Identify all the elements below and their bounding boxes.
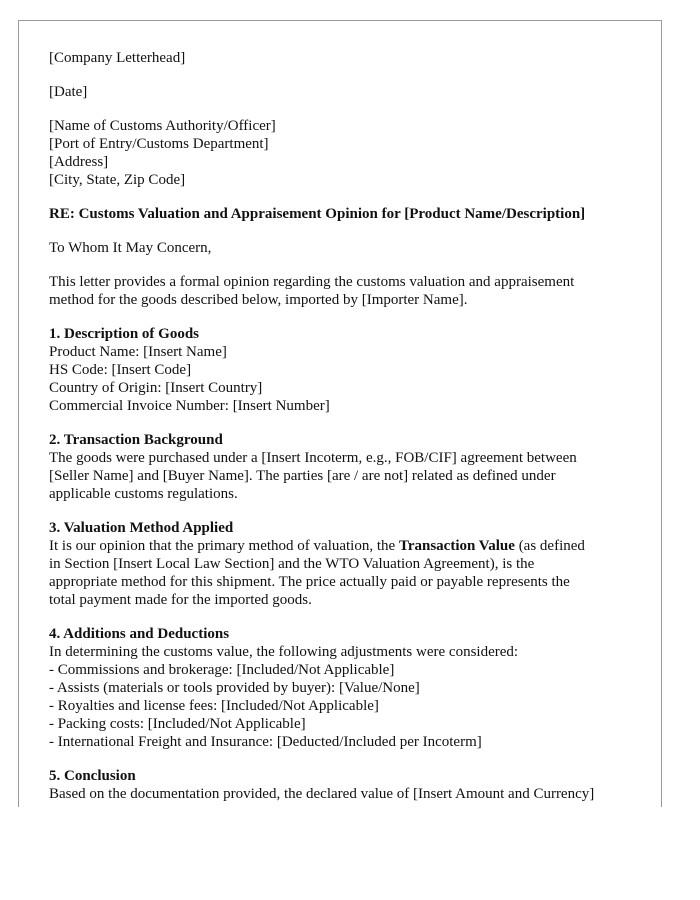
transaction-value-term: Transaction Value xyxy=(398,538,515,554)
adjustment-item: - Packing costs: [Included/Not Applicable] xyxy=(49,716,306,732)
address-line: [Name of Customs Authority/Officer] xyxy=(49,118,276,134)
adjustment-item: - Commissions and brokerage: [Included/Not Applicable] xyxy=(49,662,395,678)
section-heading: 4. Additions and Deductions xyxy=(49,626,230,642)
address-line: [City, State, Zip Code] xyxy=(49,172,186,188)
letterhead: [Company Letterhead] xyxy=(49,50,186,66)
subject-line: RE: Customs Valuation and Appraisement Opinion for [Product Name/Description] xyxy=(49,206,586,222)
section-transaction-background: 2. Transaction Background The goods were purchased under a [Insert Incoterm, e.g., FOB/CIF] agreement between [Seller Name] and [Buyer Name]. The parties [are / are not] related as defined under applicable customs regulations. xyxy=(49,431,645,503)
adjustment-item: - Royalties and license fees: [Included/Not Applicable] xyxy=(49,698,379,714)
section-heading: 5. Conclusion xyxy=(49,768,136,784)
section-heading: 2. Transaction Background xyxy=(49,432,223,448)
section-heading: 1. Description of Goods xyxy=(49,326,199,342)
section-valuation-method: 3. Valuation Method Applied It is our opinion that the primary method of valuation, the Transaction Value (as defined in Section [Insert Local Law Section] and the WTO Valuation Agreement), is the appropriate method for this shipment. The price actually paid or payable represents the total payment made for the imported goods. xyxy=(49,519,645,609)
section-additions-deductions: 4. Additions and Deductions In determining the customs value, the following adjustments were considered: - Commissions and brokerage: [Included/Not Applicable] - Assists (materials or tools provided by buyer): [Value/None] - Royalties and license fees: [Included/Not Applicable] - Packing costs: [Included/Not Applicable] - International Freight and Insurance: [Deducted/Included per Incoterm] xyxy=(49,625,645,751)
letter-page xyxy=(18,20,662,807)
letter-date: [Date] xyxy=(49,84,88,100)
section-conclusion: 5. Conclusion Based on the documentation provided, the declared value of [Insert Amount and Currency] xyxy=(49,767,645,803)
adjustment-item: - Assists (materials or tools provided by buyer): [Value/None] xyxy=(49,680,420,696)
section-heading: 3. Valuation Method Applied xyxy=(49,520,234,536)
adjustment-item: - International Freight and Insurance: [Deducted/Included per Incoterm] xyxy=(49,734,482,750)
address-line: [Port of Entry/Customs Department] xyxy=(49,136,269,152)
address-line: [Address] xyxy=(49,154,109,170)
recipient-address xyxy=(49,117,645,189)
salutation: To Whom It May Concern, xyxy=(49,240,212,256)
section-description-of-goods: 1. Description of Goods Product Name: [Insert Name] HS Code: [Insert Code] Country of Origin: [Insert Country] Commercial Invoice Number: [Insert Number] xyxy=(49,325,645,415)
letter-body xyxy=(49,49,645,807)
intro-paragraph: This letter provides a formal opinion regarding the customs valuation and appraisement method for the goods described below, imported by [Importer Name]. xyxy=(49,274,575,308)
valuation-first-line: It is our opinion that the primary method of valuation, the Transaction Value (as defined xyxy=(49,538,585,554)
